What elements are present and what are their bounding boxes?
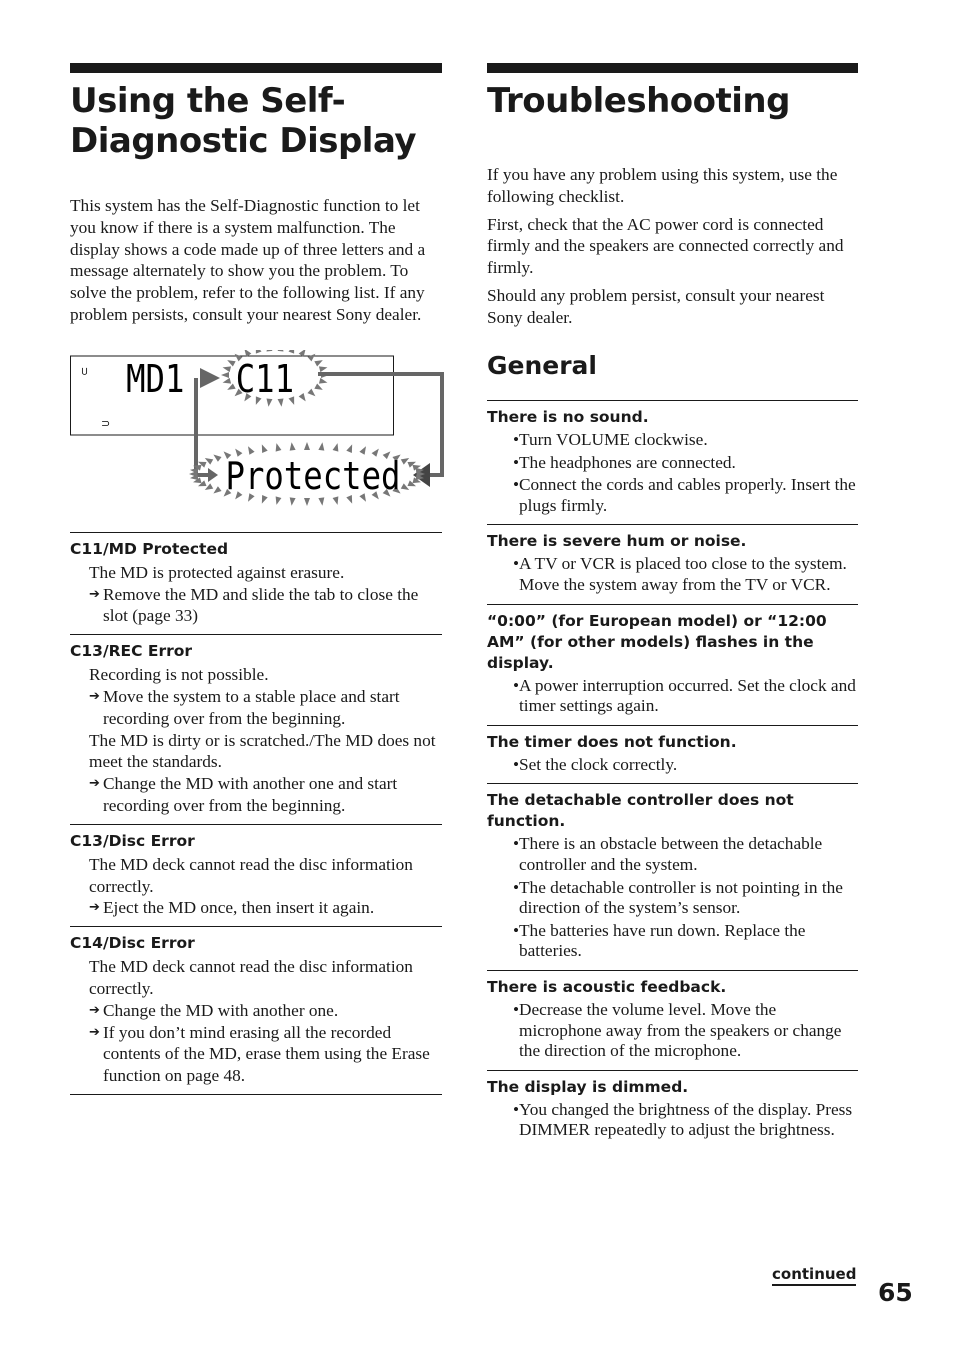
- remedy-item: [70, 897, 442, 919]
- remedy-bullet: [487, 475, 858, 516]
- remedy-item: [70, 584, 442, 628]
- error-code-section: [70, 532, 442, 634]
- symptom-section: [487, 970, 858, 1070]
- remedy-bullet: [487, 676, 858, 717]
- remedy-bullet: [487, 921, 858, 962]
- remedy-text: Eject the MD once, then insert it again.: [103, 898, 375, 918]
- display-illustration: [70, 350, 442, 530]
- bullet-icon: •: [512, 920, 519, 940]
- cause-text: Recording is not possible.: [89, 665, 269, 685]
- remedy-text: Change the MD with another one and start recording over from the beginning.: [103, 774, 398, 815]
- remedy-text: Turn VOLUME clockwise.: [519, 430, 708, 449]
- cause-text: The MD deck cannot read the disc information correctly.: [89, 957, 413, 998]
- error-code-title: C13/Disc Error: [70, 831, 195, 850]
- symptom-title: The timer does not function.: [487, 732, 737, 751]
- error-code-section: [70, 926, 442, 1094]
- intro-paragraph-1: If you have any problem using this system, use the following checklist.: [487, 165, 838, 206]
- symptom-title: There is no sound.: [487, 408, 649, 426]
- error-code-section: [70, 824, 442, 926]
- intro-paragraph-3: Should any problem persist, consult your nearest Sony dealer.: [487, 285, 825, 327]
- symptom-title: The detachable controller does not function.: [487, 791, 794, 831]
- remedy-item: [70, 686, 442, 730]
- symptom-section: [487, 604, 858, 725]
- symptom-section: [487, 524, 858, 603]
- symptom-section: [487, 400, 858, 524]
- bullet-icon: •: [512, 754, 519, 774]
- list-end-rule: [70, 1094, 442, 1095]
- symptom-section: [487, 1070, 858, 1149]
- bullet-icon: •: [512, 999, 519, 1019]
- troubleshooting-intro: [487, 164, 858, 335]
- remedy-text: If you don’t mind erasing all the recorded contents of the MD, erase them using the Erase function on page 48.: [103, 1022, 430, 1086]
- error-code-title: C13/REC Error: [70, 642, 193, 661]
- intro-paragraph-2: First, check that the AC power cord is connected firmly and the speakers are connected correctly and firmly.: [487, 214, 844, 278]
- cause-text: The MD is protected against erasure.: [89, 562, 345, 582]
- remedy-bullet: [487, 1000, 858, 1062]
- arrow-icon: ➔: [89, 1002, 100, 1018]
- remedy-bullet: [487, 453, 858, 474]
- title-line-2: Diagnostic Display: [70, 121, 417, 161]
- remedy-text: The batteries have run down. Replace the batteries.: [519, 920, 806, 961]
- remedy-item: [70, 1000, 442, 1022]
- arrow-icon: ➔: [89, 586, 100, 602]
- arrow-icon: ➔: [89, 776, 100, 792]
- remedy-text: The headphones are connected.: [519, 452, 736, 472]
- symptom-section: [487, 725, 858, 784]
- bullet-icon: •: [512, 877, 519, 897]
- symptom-title: There is acoustic feedback.: [487, 977, 727, 996]
- remedy-bullet: [487, 878, 858, 919]
- arrow-icon: ➔: [89, 900, 100, 916]
- section-heading-general: General: [487, 351, 597, 380]
- page-title-self-diagnostic: [70, 81, 442, 161]
- bullet-icon: •: [512, 675, 519, 695]
- remedy-bullet: [487, 430, 858, 451]
- arrow-icon: ➔: [89, 1024, 100, 1040]
- svg-text:⊂: ⊂: [78, 366, 91, 376]
- symptom-section: [487, 783, 858, 970]
- cause-text: The MD deck cannot read the disc information correctly.: [89, 854, 413, 896]
- svg-text:⊃: ⊃: [101, 416, 111, 430]
- bullet-icon: •: [512, 834, 519, 854]
- remedy-text: There is an obstacle between the detachable controller and the system.: [519, 834, 823, 874]
- bullet-icon: •: [512, 430, 519, 449]
- cause-text: The MD is dirty or is scratched./The MD does not meet the standards.: [89, 730, 436, 772]
- error-code-title: C11/MD Protected: [70, 539, 229, 558]
- bullet-icon: •: [512, 452, 519, 472]
- troubleshooting-list: [487, 400, 858, 1149]
- display-code-text: C11: [235, 357, 295, 402]
- continued-label: continued: [772, 1265, 856, 1286]
- page-title-troubleshooting: Troubleshooting: [487, 81, 790, 121]
- display-md-text: MD1: [126, 357, 185, 402]
- error-code-section: [70, 634, 442, 824]
- remedy-text: Set the clock correctly.: [519, 754, 678, 774]
- title-line-1: Using the Self-: [70, 81, 346, 121]
- remedy-text: Move the system to a stable place and start recording over from the beginning.: [103, 686, 400, 728]
- page-number: 65: [878, 1278, 913, 1307]
- arrow-icon: ➔: [89, 688, 100, 704]
- display-diagram: [70, 350, 450, 510]
- symptom-title: There is severe hum or noise.: [487, 532, 747, 551]
- remedy-text: A TV or VCR is placed too close to the system. Move the system away from the TV or VCR.: [519, 554, 847, 594]
- symptom-title: The display is dimmed.: [487, 1077, 689, 1096]
- remedy-item: [70, 1022, 442, 1087]
- remedy-bullet: [487, 755, 858, 776]
- remedy-bullet: [487, 834, 858, 875]
- display-message-text: Protected: [225, 454, 401, 499]
- bullet-icon: •: [512, 475, 519, 495]
- remedy-text: Connect the cords and cables properly. Insert the plugs firmly.: [519, 475, 856, 515]
- remedy-text: Change the MD with another one.: [103, 1000, 339, 1020]
- error-code-title: C14/Disc Error: [70, 934, 195, 953]
- error-code-list: [70, 532, 442, 1095]
- title-rule: [487, 63, 858, 73]
- remedy-bullet: [487, 554, 858, 595]
- bullet-icon: •: [512, 554, 519, 574]
- remedy-text: You changed the brightness of the display. Press DIMMER repeatedly to adjust the brightness.: [519, 1099, 853, 1140]
- remedy-text: The detachable controller is not pointing in the direction of the system’s sensor.: [519, 877, 843, 918]
- symptom-title: “0:00” (for European model) or “12:00 AM” (for other models) flashes in the display.: [487, 611, 827, 672]
- remedy-text: A power interruption occurred. Set the clock and timer settings again.: [519, 675, 856, 716]
- remedy-text: Remove the MD and slide the tab to close the slot (page 33): [103, 584, 419, 626]
- remedy-bullet: [487, 1100, 858, 1141]
- title-rule: [70, 63, 442, 73]
- intro-paragraph: This system has the Self-Diagnostic function to let you know if there is a system malfunction. The display shows a code made up of three letters and a message alternately to show you the problem. To solve the problem, refer to the following list. If any problem persists, consult your nearest Sony dealer.: [70, 196, 426, 324]
- remedy-text: Decrease the volume level. Move the microphone away from the speakers or change the direction of the microphone.: [519, 999, 842, 1061]
- left-column: [70, 63, 442, 1095]
- remedy-item: [70, 773, 442, 817]
- bullet-icon: •: [512, 1099, 519, 1119]
- right-column: [487, 63, 858, 1140]
